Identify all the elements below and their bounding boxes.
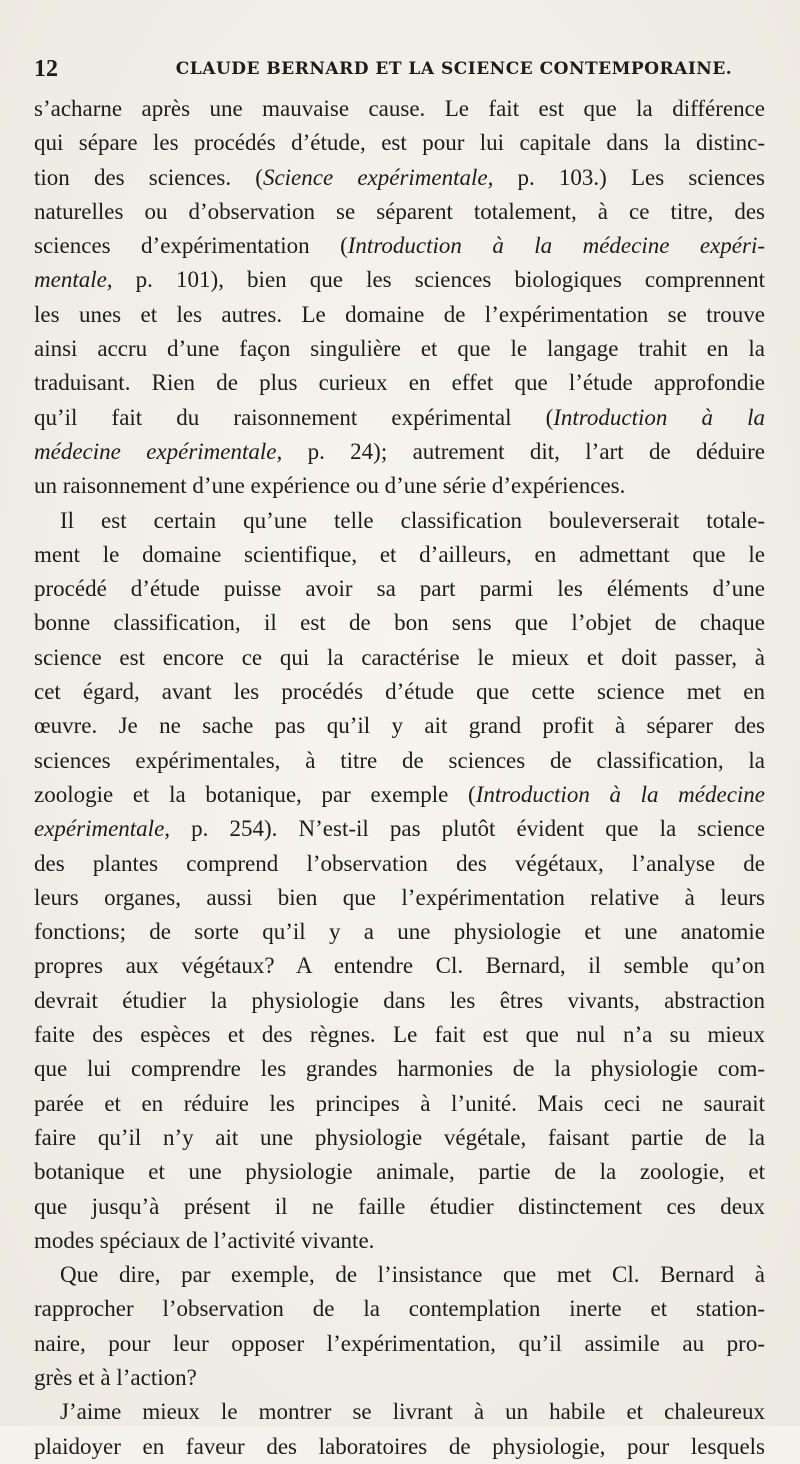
text-segment: botanique et une physiologie animale, partie de la zoologie, et (34, 1159, 765, 1185)
text-segment: que lui comprendre les grandes harmonies de la physiologie com- (34, 1056, 765, 1082)
text-line (34, 641, 765, 675)
text-line (34, 195, 765, 229)
text-line (34, 504, 765, 538)
text-line (34, 401, 765, 435)
text-segment: modes spéciaux de l’activité vivante. (34, 1227, 375, 1253)
text-segment: Il est certain qu’une telle classification bouleverserait totale- (60, 507, 765, 533)
text-line (34, 1327, 765, 1361)
text-line (34, 263, 765, 297)
text-segment: s’acharne après une mauvaise cause. Le fait est que la différence (34, 96, 765, 121)
text-line (34, 847, 765, 881)
text-line (34, 229, 765, 263)
text-segment: procédé d’étude puisse avoir sa part parmi les éléments d’une (34, 576, 765, 602)
text-line (34, 949, 765, 983)
text-line (34, 572, 765, 606)
text-line (34, 1395, 765, 1429)
text-line (34, 606, 765, 640)
text-segment: fonctions; de sorte qu’il y a une physiologie et une anatomie (34, 919, 765, 945)
text-segment: p. 254). N’est-il pas plutôt évident que la science (170, 816, 765, 842)
text-segment: p. 103.) Les sciences (493, 164, 765, 190)
text-line (34, 538, 765, 572)
text-segment: parée et en réduire les principes à l’unité. Mais ceci ne saurait (34, 1090, 765, 1116)
italic-citation: Introduction à la (553, 404, 765, 430)
text-line (34, 469, 765, 503)
italic-citation: Science expérimentale, (262, 164, 494, 190)
text-segment: rapprocher l’observation de la contemplation inerte et station- (34, 1296, 765, 1322)
page-header (34, 56, 764, 84)
text-segment: faire qu’il n’y ait une physiologie végétale, faisant partie de la (34, 1124, 765, 1150)
body-text (34, 92, 765, 1464)
running-title: CLAUDE BERNARD ET LA SCIENCE CONTEMPORAINE. (175, 59, 733, 79)
text-line (34, 675, 765, 709)
text-segment: cet égard, avant les procédés d’étude que cette science met en (34, 679, 765, 705)
text-line (34, 778, 765, 812)
text-line (34, 1430, 765, 1464)
text-line (34, 366, 765, 400)
text-line (34, 435, 765, 469)
italic-citation: médecine expérimentale, (34, 438, 283, 464)
text-line (34, 298, 765, 332)
text-segment: naturelles ou d’observation se séparent totalement, à ce titre, des (34, 198, 765, 224)
text-line (34, 1155, 765, 1189)
italic-citation: Introduction à la médecine (475, 781, 766, 807)
text-segment: J’aime mieux le montrer se livrant à un habile et chaleureux (60, 1399, 765, 1425)
text-segment: leurs organes, aussi bien que l’expérimentation relative à leurs (34, 884, 765, 910)
text-segment: qu’il fait du raisonnement expérimental ( (34, 404, 554, 430)
text-line (34, 1224, 765, 1258)
text-line (34, 1121, 765, 1155)
text-segment: œuvre. Je ne sache pas qu’il y ait grand profit à séparer des (34, 713, 765, 739)
text-line (34, 881, 765, 915)
text-line (34, 812, 765, 846)
text-segment: plaidoyer en faveur des laboratoires de physiologie, pour lesquels (34, 1433, 765, 1459)
text-segment: qui sépare les procédés d’étude, est pour lui capitale dans la distinc- (34, 130, 765, 156)
text-segment: des plantes comprend l’observation des végétaux, l’analyse de (34, 850, 765, 876)
text-line (34, 126, 765, 160)
text-segment: faite des espèces et des règnes. Le fait est que nul n’a su mieux (34, 1022, 765, 1048)
text-segment: un raisonnement d’une expérience ou d’une série d’expériences. (34, 473, 626, 499)
text-line (34, 1361, 765, 1395)
text-segment: les unes et les autres. Le domaine de l’expérimentation se trouve (34, 301, 765, 327)
text-line (34, 1190, 765, 1224)
text-line (34, 332, 765, 366)
italic-citation: mentale, (34, 267, 113, 293)
text-segment: sciences expérimentales, à titre de sciences de classification, la (34, 747, 765, 773)
text-line (34, 1292, 765, 1326)
text-line (34, 92, 765, 126)
text-segment: devrait étudier la physiologie dans les êtres vivants, abstraction (34, 987, 765, 1013)
text-segment: ment le domaine scientifique, et d’ailleurs, en admettant que le (34, 541, 765, 567)
text-segment: grès et à l’action? (34, 1364, 197, 1390)
text-segment: naire, pour leur opposer l’expérimentation, qu’il assimile au pro- (34, 1330, 765, 1356)
text-segment: zoologie et la botanique, par exemple ( (34, 781, 476, 807)
text-line (34, 161, 765, 195)
text-line (34, 984, 765, 1018)
text-line (34, 1052, 765, 1086)
text-segment: tion des sciences. ( (34, 164, 263, 190)
text-line (34, 1018, 765, 1052)
text-segment: propres aux végétaux? A entendre Cl. Bernard, il semble qu’on (34, 953, 765, 979)
text-segment: science est encore ce qui la caractérise le mieux et doit passer, à (34, 644, 765, 670)
text-segment: sciences d’expérimentation ( (34, 233, 348, 259)
text-segment: ainsi accru d’une façon singulière et que le langage trahit en la (34, 336, 765, 362)
text-segment: traduisant. Rien de plus curieux en effet que l’étude approfondie (34, 370, 765, 396)
text-segment: p. 24); autrement dit, l’art de déduire (282, 438, 765, 464)
text-line (34, 744, 765, 778)
text-line (34, 1258, 765, 1292)
italic-citation: expérimentale, (34, 816, 171, 842)
text-segment: Que dire, par exemple, de l’insistance que met Cl. Bernard à (60, 1262, 765, 1288)
text-line (34, 1087, 765, 1121)
text-segment: que jusqu’à présent il ne faille étudier distinctement ces deux (34, 1193, 765, 1219)
text-segment: bonne classification, il est de bon sens que l’objet de chaque (34, 610, 765, 636)
text-line (34, 709, 765, 743)
italic-citation: Introduction à la médecine expéri- (347, 233, 765, 259)
page-number: 12 (34, 56, 58, 82)
text-segment: p. 101), bien que les sciences biologiques comprennent (112, 267, 765, 293)
text-line (34, 915, 765, 949)
